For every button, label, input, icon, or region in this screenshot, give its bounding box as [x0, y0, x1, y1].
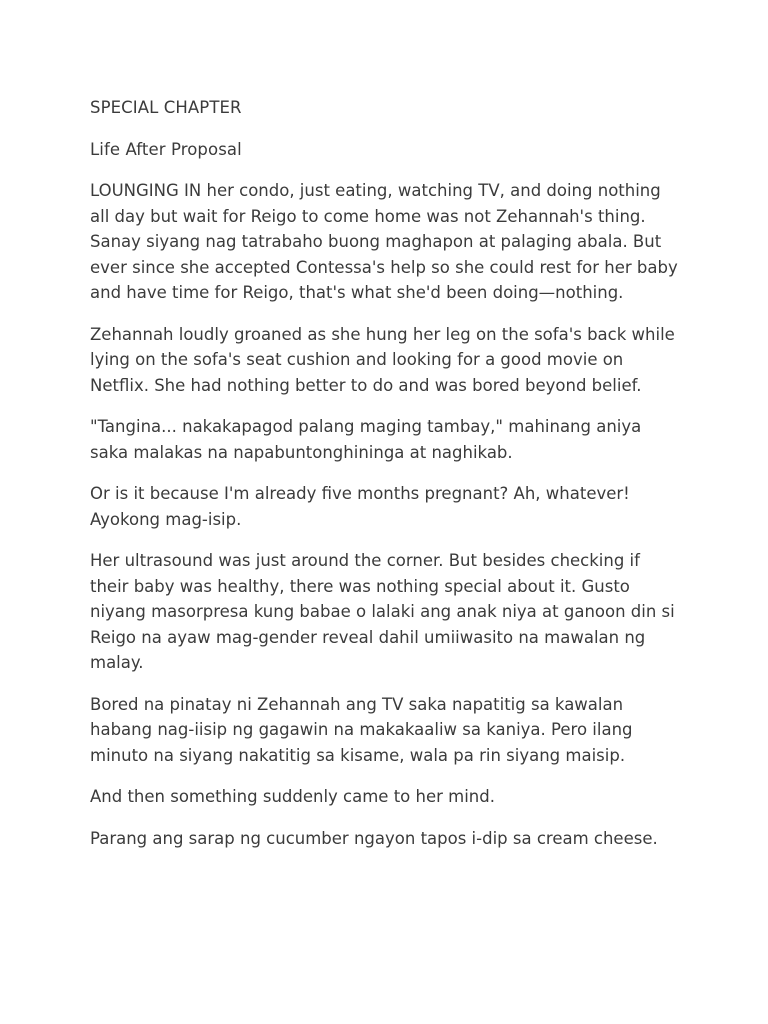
paragraph: LOUNGING IN her condo, just eating, watching TV, and doing nothing all day but wait for Reigo to come home was not Zehannah's thing. Sanay siyang nag tatrabaho buong maghapon at palaging abala. But ever since she accepted Contessa's help so she could rest for her baby and have time for Reigo, that's what she'd been doing—nothing. — [90, 181, 678, 302]
paragraph: Or is it because I'm already five months pregnant? Ah, whatever! Ayokong mag-isip. — [90, 484, 630, 529]
special-chapter-heading: SPECIAL CHAPTER — [90, 98, 242, 117]
paragraph: "Tangina... nakakapagod palang maging tambay," mahinang aniya saka malakas na napabuntonghininga at naghikab. — [90, 417, 642, 462]
paragraph: And then something suddenly came to her mind. — [90, 787, 495, 806]
chapter-title: Life After Proposal — [90, 139, 242, 159]
paragraph: Parang ang sarap ng cucumber ngayon tapos i-dip sa cream cheese. — [90, 828, 658, 848]
document-page — [90, 95, 680, 867]
paragraph: Zehannah loudly groaned as she hung her leg on the sofa's back while lying on the sofa's seat cushion and looking for a good movie on Netflix. She had nothing better to do and was bored beyond belief. — [90, 324, 675, 395]
paragraph: Her ultrasound was just around the corner. But besides checking if their baby was healthy, there was nothing special about it. Gusto niyang masorpresa kung babae o lalaki ang anak niya at ganoon din si Reigo na ayaw mag-gender reveal dahil umiiwasito na mawalan ng malay. — [90, 551, 675, 672]
paragraph: Bored na pinatay ni Zehannah ang TV saka napatitig sa kawalan habang nag-iisip ng gagawin na makakaaliw sa kaniya. Pero ilang minuto na siyang nakatitig sa kisame, wala pa rin siyang maisip. — [90, 694, 633, 765]
